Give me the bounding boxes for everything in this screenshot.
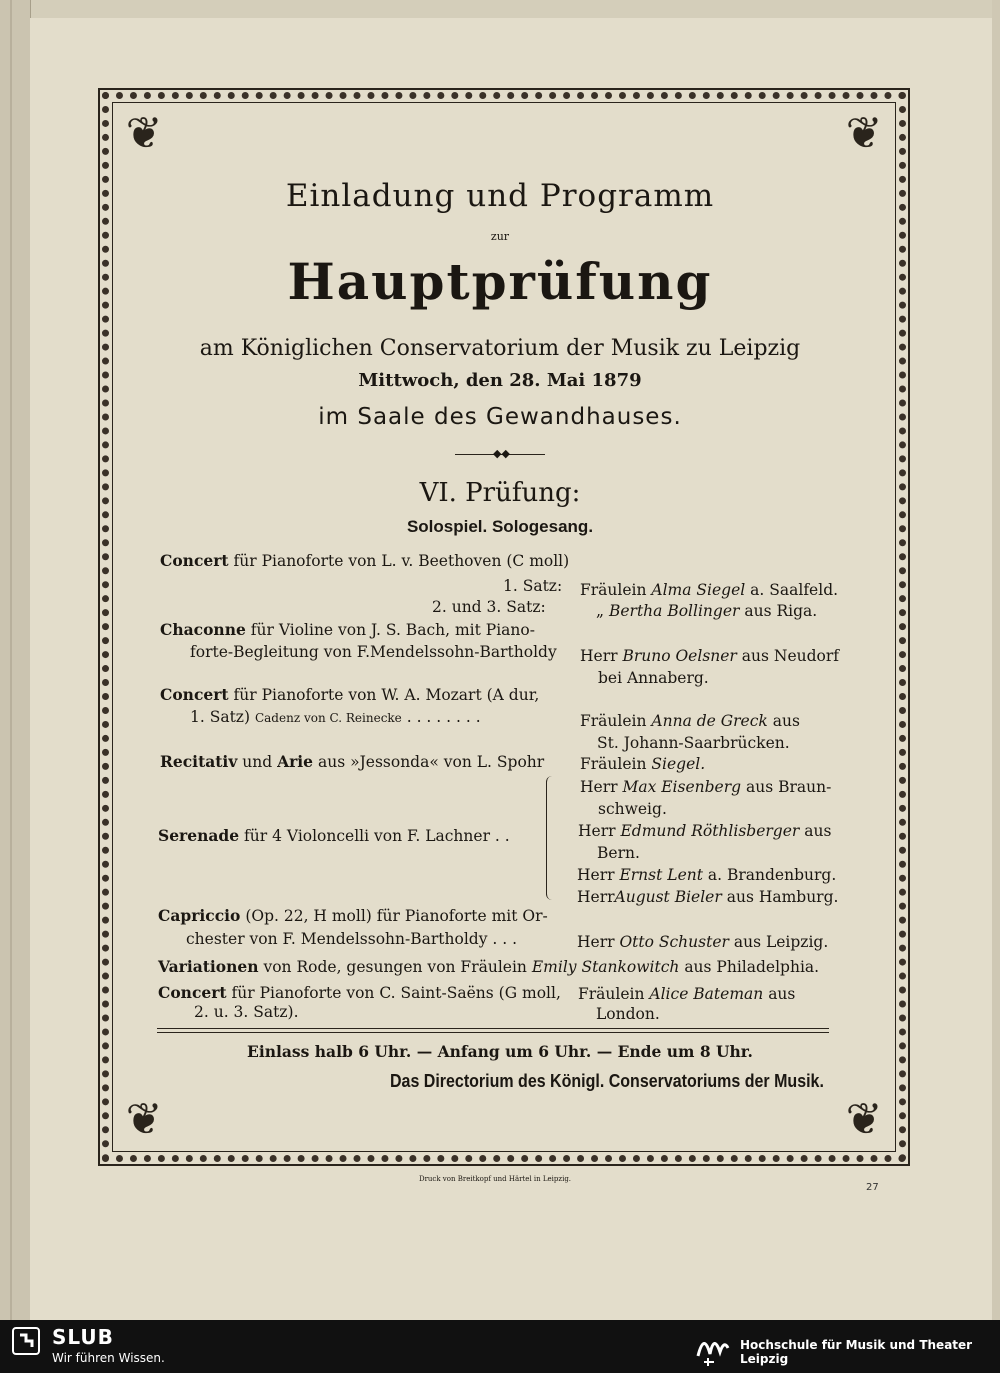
page-number: 27 — [866, 1182, 879, 1193]
corner-ornament-icon: ❦ — [125, 1094, 163, 1145]
program-line: Concert für Pianoforte von W. A. Mozart (A dur, — [160, 685, 540, 704]
program-line: Variationen von Rode, gesungen von Fräulein Emily Stankowitch aus Philadelphia. — [158, 957, 820, 976]
performer: Herr Ernst Lent a. Brandenburg. — [577, 866, 837, 884]
section-title: VI. Prüfung: — [419, 478, 581, 508]
performer: Fräulein Alice Bateman aus — [578, 985, 796, 1003]
performer: bei Annaberg. — [598, 669, 709, 687]
corner-ornament-icon: ❦ — [845, 108, 883, 159]
signature-line: Das Directorium des Königl. Conservatoriums der Musik. — [390, 1072, 824, 1092]
date-line: Mittwoch, den 28. Mai 1879 — [358, 370, 642, 391]
performer: Herr Edmund Röthlisberger aus — [578, 822, 832, 840]
hmt-name[interactable]: Hochschule für Musik und Theater Leipzig — [740, 1338, 973, 1366]
program-line: 1. Satz: — [503, 577, 563, 595]
program-line: Chaconne für Violine von J. S. Bach, mit Piano- — [160, 620, 535, 639]
footer-bar — [0, 1320, 1000, 1373]
slub-logo-icon — [12, 1327, 40, 1355]
document-title: Einladung und Programm — [285, 178, 715, 214]
program-line: forte-Begleitung von F.Mendelssohn-Bartholdy — [190, 643, 557, 661]
program-line: Serenade für 4 Violoncelli von F. Lachner . . — [158, 826, 510, 845]
section-subtitle: Solospiel. Sologesang. — [406, 517, 594, 536]
program-line: Capriccio (Op. 22, H moll) für Pianoforte mit Or- — [158, 906, 548, 925]
times-line: Einlass halb 6 Uhr. — Anfang um 6 Uhr. — Ende um 8 Uhr. — [247, 1042, 753, 1061]
performer: Fräulein Siegel. — [580, 755, 706, 773]
program-line: 2. und 3. Satz: — [432, 598, 546, 616]
divider-ornament-icon: ◆◆ — [493, 447, 510, 460]
main-title: Hauptprüfung — [287, 252, 713, 311]
divider-rule — [157, 1028, 829, 1029]
program-line: 2. u. 3. Satz). — [194, 1003, 299, 1021]
performer: St. Johann-Saarbrücken. — [597, 734, 790, 752]
performer: Herr Bruno Oelsner aus Neudorf — [580, 647, 840, 665]
performer: Fräulein Anna de Greck aus — [580, 712, 800, 730]
performer: HerrAugust Bieler aus Hamburg. — [577, 888, 839, 906]
hmt-logo-icon — [694, 1326, 732, 1368]
printer-imprint: Druck von Breitkopf und Härtel in Leipzig. — [418, 1175, 572, 1183]
performer: Herr Max Eisenberg aus Braun- — [580, 778, 832, 796]
institution-line: am Königlichen Conservatorium der Musik zu Leipzig — [199, 336, 801, 361]
performer: London. — [596, 1005, 660, 1023]
page-top-strip — [30, 0, 1000, 18]
performer: schweig. — [598, 800, 667, 818]
program-line: chester von F. Mendelssohn-Bartholdy . . . — [186, 930, 518, 948]
performer: Herr Otto Schuster aus Leipzig. — [577, 933, 829, 951]
program-line: Concert für Pianoforte von L. v. Beethoven (C moll) — [160, 551, 570, 570]
slub-tagline: Wir führen Wissen. — [52, 1351, 165, 1365]
venue-line: im Saale des Gewandhauses. — [318, 404, 682, 430]
divider-rule — [157, 1032, 829, 1033]
corner-ornament-icon: ❦ — [125, 108, 163, 159]
title-connector: zur — [490, 230, 510, 243]
program-line: Recitativ und Arie aus »Jessonda« von L. Spohr — [160, 752, 545, 771]
program-line: 1. Satz) Cadenz von C. Reinecke . . . . . . . . — [190, 708, 481, 726]
corner-ornament-icon: ❦ — [845, 1094, 883, 1145]
performer: „ Bertha Bollinger aus Riga. — [596, 602, 818, 620]
slub-name[interactable]: SLUB — [52, 1325, 114, 1349]
performer: Fräulein Alma Siegel a. Saalfeld. — [580, 581, 839, 599]
brace-bracket — [546, 776, 557, 900]
performer: Bern. — [597, 844, 640, 862]
program-line: Concert für Pianoforte von C. Saint-Saëns (G moll, — [158, 983, 561, 1002]
divider-ornament — [455, 447, 545, 460]
